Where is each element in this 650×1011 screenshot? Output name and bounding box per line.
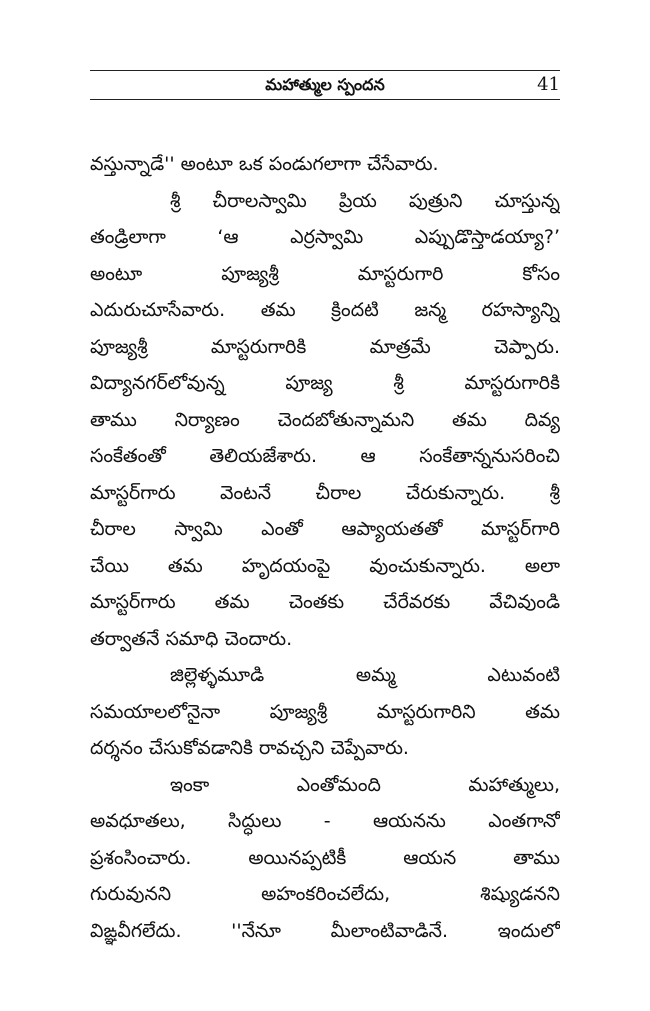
page-header — [90, 70, 560, 100]
text-line: అంటూ పూజ్యశ్రీ మాస్టరుగారి కోసం — [90, 262, 560, 285]
header-top-rule — [90, 70, 560, 71]
header-bottom-rule — [90, 99, 560, 100]
text-line: ఇంకా ఎంతోమంది మహాత్ములు, — [170, 773, 560, 796]
text-line: చేయి తమ హృదయంపై వుంచుకున్నారు. అలా — [90, 554, 560, 577]
text-line: తాము నిర్యాణం చెందబోతున్నామని తమ దివ్య — [90, 408, 560, 431]
body-text — [90, 146, 560, 949]
text-line: తర్వాతనే సమాధి చెందారు. — [90, 627, 293, 650]
text-line: ప్రశంసించారు. అయినప్పటికీ ఆయన తాము — [90, 846, 560, 869]
text-line: గురువునని అహంకరించలేదు, శిష్యుడనని — [90, 883, 560, 905]
text-line: దర్శనం చేసుకోవడానికి రావచ్చని చెప్పేవారు. — [90, 737, 409, 759]
text-line: చీరాల స్వామి ఎంతో ఆప్యాయతతో మాస్టర్‌గారి — [90, 518, 560, 540]
text-line: పూజ్యశ్రీ మాస్టరుగారికి మాత్రమే చెప్పారు. — [90, 335, 560, 358]
running-title: మహాత్ముల స్పందన — [265, 75, 385, 94]
text-line: అవధూతలు, సిద్ధులు - ఆయనను ఎంతగానో — [90, 810, 560, 832]
text-line: మాస్టర్‌గారు వెంటనే చీరాల చేరుకున్నారు. శ్రీ — [90, 481, 560, 504]
text-line: వస్తున్నాడే'' అంటూ ఒక పండుగలాగా చేసేవారు. — [90, 153, 439, 175]
text-line: జిల్లెళ్ళమూడి అమ్మ ఎటువంటి — [170, 664, 560, 686]
text-line: శ్రీ చీరాలస్వామి ప్రియ పుత్రుని చూస్తున్న — [170, 189, 560, 212]
text-line: సమయాలలోనైనా పూజ్యశ్రీ మాస్టరుగారిని తమ — [90, 700, 560, 723]
text-line: ఎదురుచూసేవారు. తమ క్రిందటి జన్మ రహస్యాన్ని — [90, 299, 560, 321]
text-line: విఙ్ఞవీగలేదు. ''నేనూ మీలాంటివాడినే. ఇందులో — [90, 919, 560, 942]
text-line: మాస్టర్‌గారు తమ చెంతకు చేరేవరకు వేచివుండి — [90, 591, 560, 613]
text-line: తండ్రిలాగా ‘ఆ ఎర్రస్వామి ఎప్పుడొస్తాడయ్యా?’ — [90, 226, 560, 248]
text-line: విద్యానగర్‌లోవున్న పూజ్య శ్రీ మాస్టరుగారికి — [90, 372, 560, 394]
text-line: సంకేతంతో తెలియజేశారు. ఆ సంకేతాన్ననుసరించి — [90, 445, 560, 467]
page-number: 41 — [537, 74, 560, 95]
